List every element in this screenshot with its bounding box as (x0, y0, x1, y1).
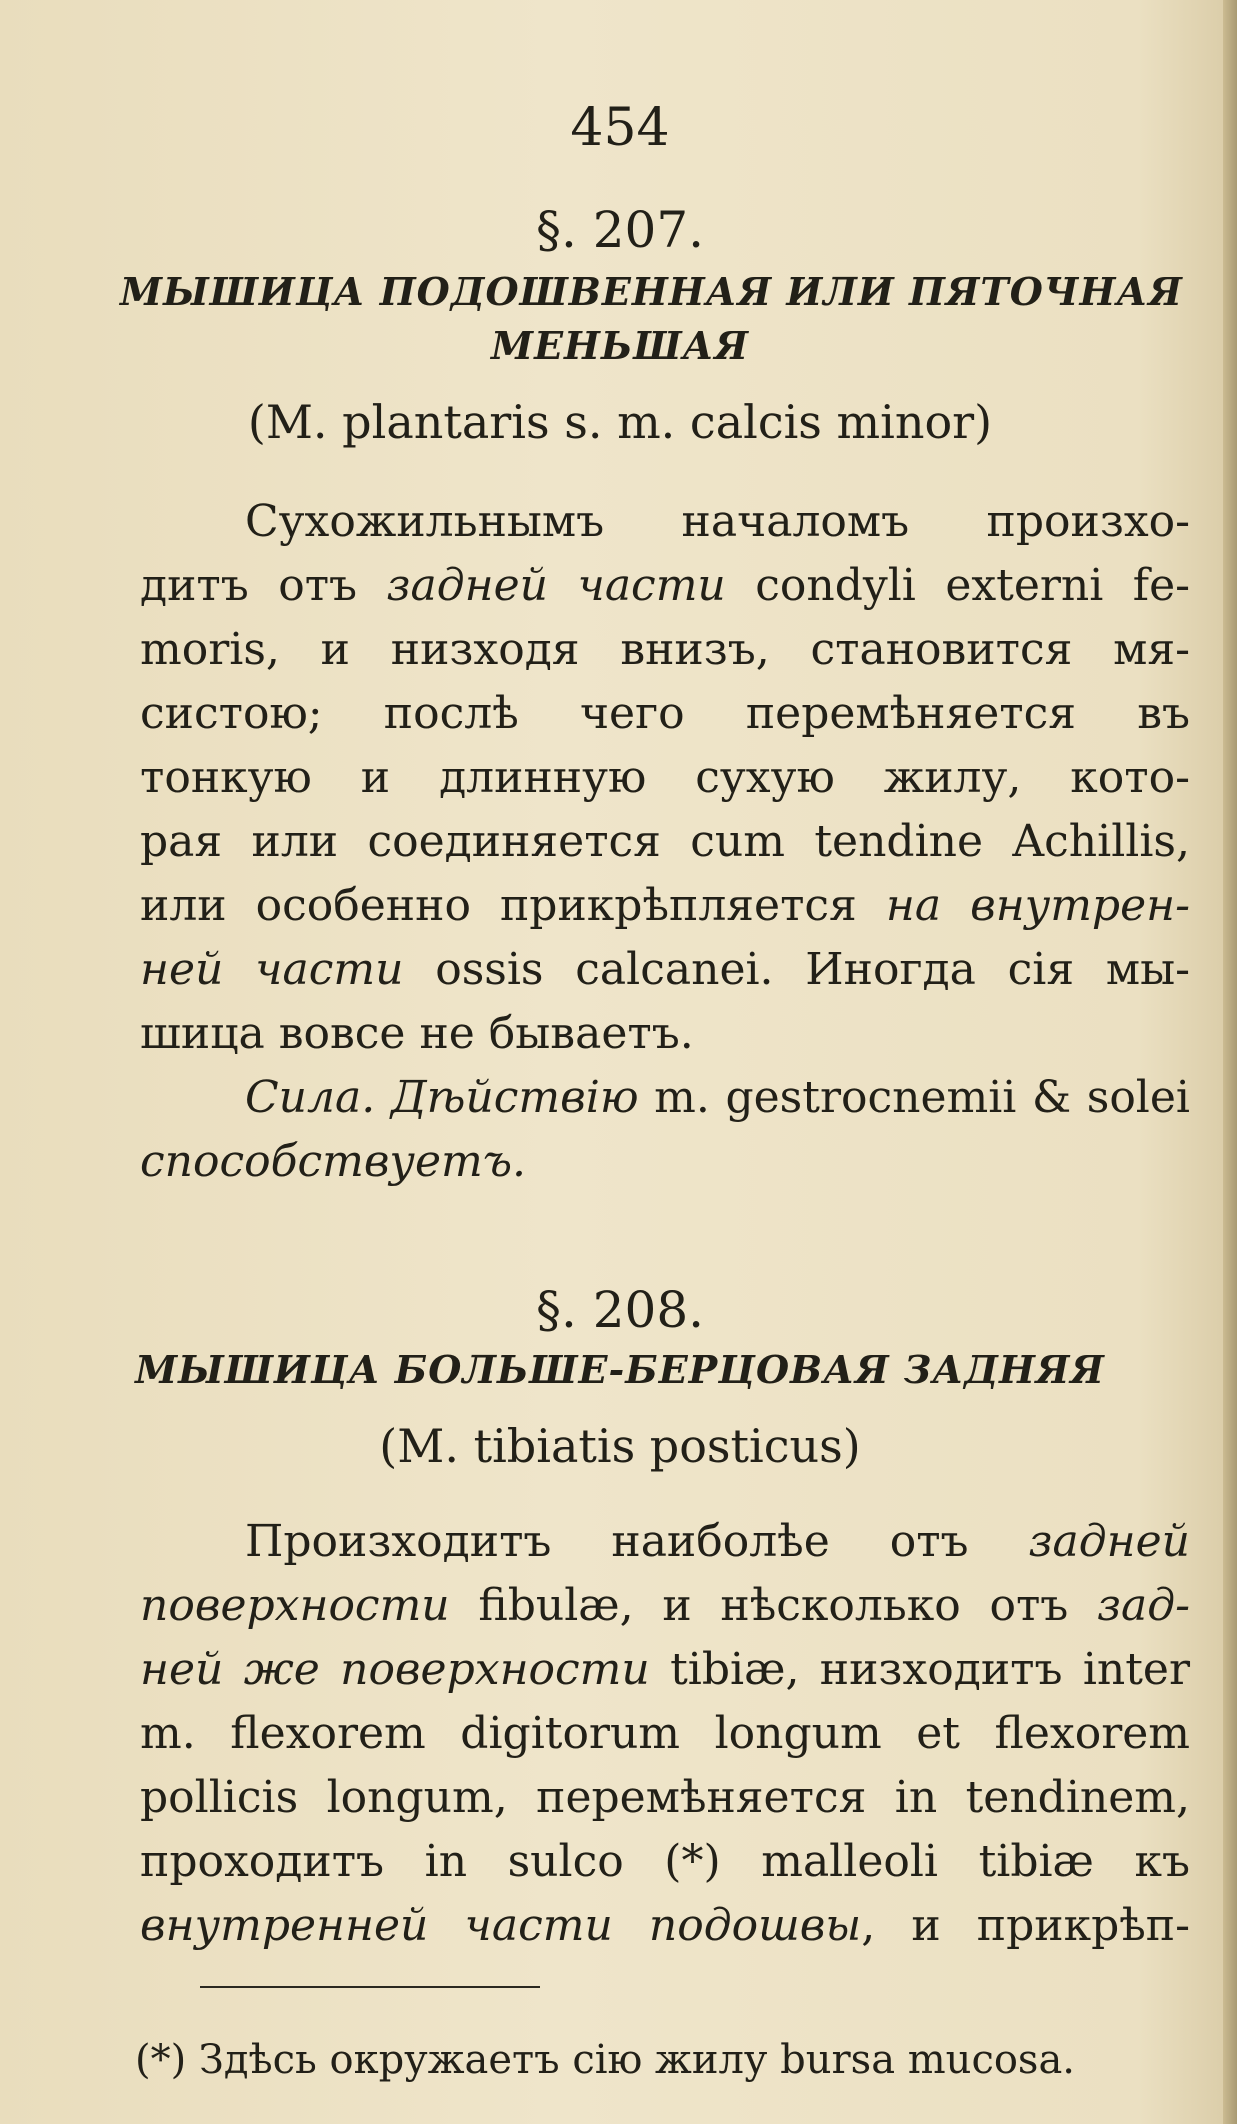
page-edge (1223, 0, 1237, 2124)
italic-run: ней же поверхности (140, 1644, 650, 1695)
italic-run: поверхности (140, 1580, 450, 1631)
text-line (140, 1768, 1190, 1828)
text-run: Сухожильнымъ началомъ произхо- (245, 496, 1190, 547)
text-run: , и прикрѣп- (861, 1900, 1190, 1951)
text-run: pollicis longum, перемѣняется in tendinem, (140, 1772, 1190, 1823)
italic-run: зад- (1097, 1580, 1190, 1631)
text-run: или особенно прикрѣпляется (140, 880, 886, 931)
italic-run: задней части (386, 560, 726, 611)
footnote: (*) Здѣсь окружаетъ сію жилу bursa mucosa. (135, 2037, 1076, 2083)
section-207-title-line-1: МЫШИЦА ПОДОШВЕННАЯ ИЛИ ПЯТОЧНАЯ (120, 269, 1183, 314)
italic-run: задней (1028, 1516, 1190, 1567)
italic-run: на внутрен- (885, 880, 1190, 931)
section-208-latin-name: (M. tibiatis posticus) (379, 1419, 861, 1473)
text-run: fibulæ, и нѣсколько отъ (449, 1580, 1098, 1631)
text-run: систою; послѣ чего перемѣняется въ (140, 688, 1190, 739)
text-line (140, 1576, 1190, 1636)
section-207-latin-name: (M. plantaris s. m. calcis minor) (247, 395, 993, 449)
page-number: 454 (570, 98, 670, 158)
footnote-rule (200, 1986, 540, 1988)
text-line (245, 1512, 1190, 1572)
text-run: tibiæ, низходитъ inter (649, 1644, 1190, 1695)
italic-run: ней части (140, 944, 404, 995)
text-line (140, 1640, 1190, 1700)
text-line (140, 940, 1190, 1000)
text-run: condyli externi fe- (725, 560, 1190, 611)
text-run: рая или соединяется cum tendine Achillis, (140, 816, 1190, 867)
text-line (140, 1704, 1190, 1764)
text-line (245, 1068, 1190, 1128)
text-line (140, 1832, 1190, 1892)
text-run: m. gestrocnemii & solei (638, 1072, 1190, 1123)
text-run: Произходитъ наиболѣе отъ (245, 1516, 1029, 1567)
text-line (140, 620, 1190, 680)
text-line (245, 492, 1190, 552)
text-run: тонкую и длинную сухую жилу, кото- (140, 752, 1190, 803)
italic-run: способствуетъ. (140, 1136, 527, 1187)
text-line (140, 812, 1190, 872)
text-run: дитъ отъ (140, 560, 387, 611)
section-208-number: §. 208. (535, 1281, 705, 1339)
text-run: m. flexorem digitorum longum et flexorem (140, 1708, 1190, 1759)
section-207-number: §. 207. (535, 201, 705, 259)
text-run: проходитъ in sulco (*) malleoli tibiæ къ (140, 1836, 1190, 1887)
italic-run: Сила. Дѣйствію (245, 1072, 639, 1123)
text-line (140, 876, 1190, 936)
text-line (140, 1896, 1190, 1956)
text-line (140, 1004, 1190, 1064)
text-run: ossis calcanei. Иногда сія мы- (403, 944, 1190, 995)
text-line (140, 684, 1190, 744)
text-line (140, 748, 1190, 808)
section-208-title: МЫШИЦА БОЛЬШЕ-БЕРЦОВАЯ ЗАДНЯЯ (135, 1347, 1105, 1392)
text-run: шица вовсе не бываетъ. (140, 1008, 694, 1059)
text-line (140, 556, 1190, 616)
section-207-title-line-2: МЕНЬШАЯ (491, 323, 749, 368)
text-line (140, 1132, 1190, 1192)
text-run: moris, и низходя внизъ, становится мя- (140, 624, 1190, 675)
italic-run: внутренней части подошвы (140, 1900, 862, 1951)
